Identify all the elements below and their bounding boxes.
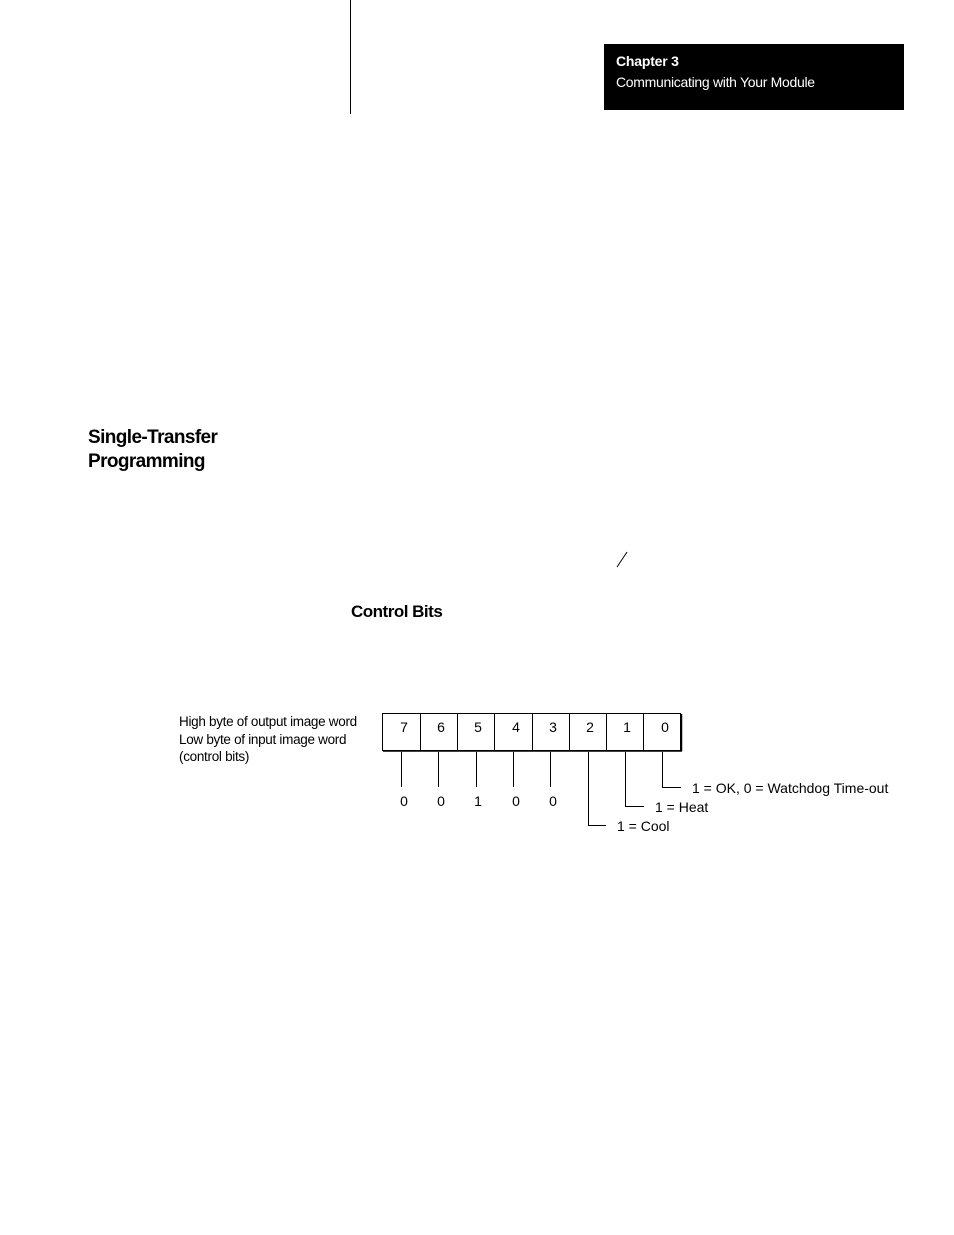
bit-value-6: 0	[437, 793, 445, 809]
description-line-1: High byte of output image word	[179, 714, 357, 729]
bit-number-3: 3	[549, 719, 557, 735]
bit-value-7: 0	[400, 793, 408, 809]
chapter-number: Chapter 3	[616, 53, 679, 69]
bit-value-3: 0	[549, 793, 557, 809]
callout-bit0: 1 = OK, 0 = Watchdog Time-out	[692, 780, 889, 796]
bit-number-7: 7	[400, 719, 408, 735]
bit-number-6: 6	[437, 719, 445, 735]
chapter-title: Communicating with Your Module	[616, 74, 815, 90]
control-bits-heading: Control Bits	[351, 602, 443, 621]
bit-number-0: 0	[661, 719, 669, 735]
bit-number-1: 1	[623, 719, 631, 735]
bit-value-leaders	[402, 752, 551, 787]
description-line-3: (control bits)	[179, 749, 250, 764]
bit-value-5: 1	[474, 793, 482, 809]
bit-number-4: 4	[512, 719, 520, 735]
description-line-2: Low byte of input image word	[179, 731, 347, 747]
stray-slash-mark	[617, 552, 627, 567]
section-title-line-1: Single-Transfer	[88, 427, 218, 448]
bit-value-4: 0	[512, 793, 520, 809]
bit-box	[383, 714, 683, 752]
bit-number-2: 2	[586, 719, 594, 735]
callout-bit2: 1 = Cool	[617, 818, 670, 834]
section-title-line-2: Programming	[88, 451, 205, 472]
bit-number-5: 5	[474, 719, 482, 735]
callout-bit1: 1 = Heat	[655, 799, 709, 815]
